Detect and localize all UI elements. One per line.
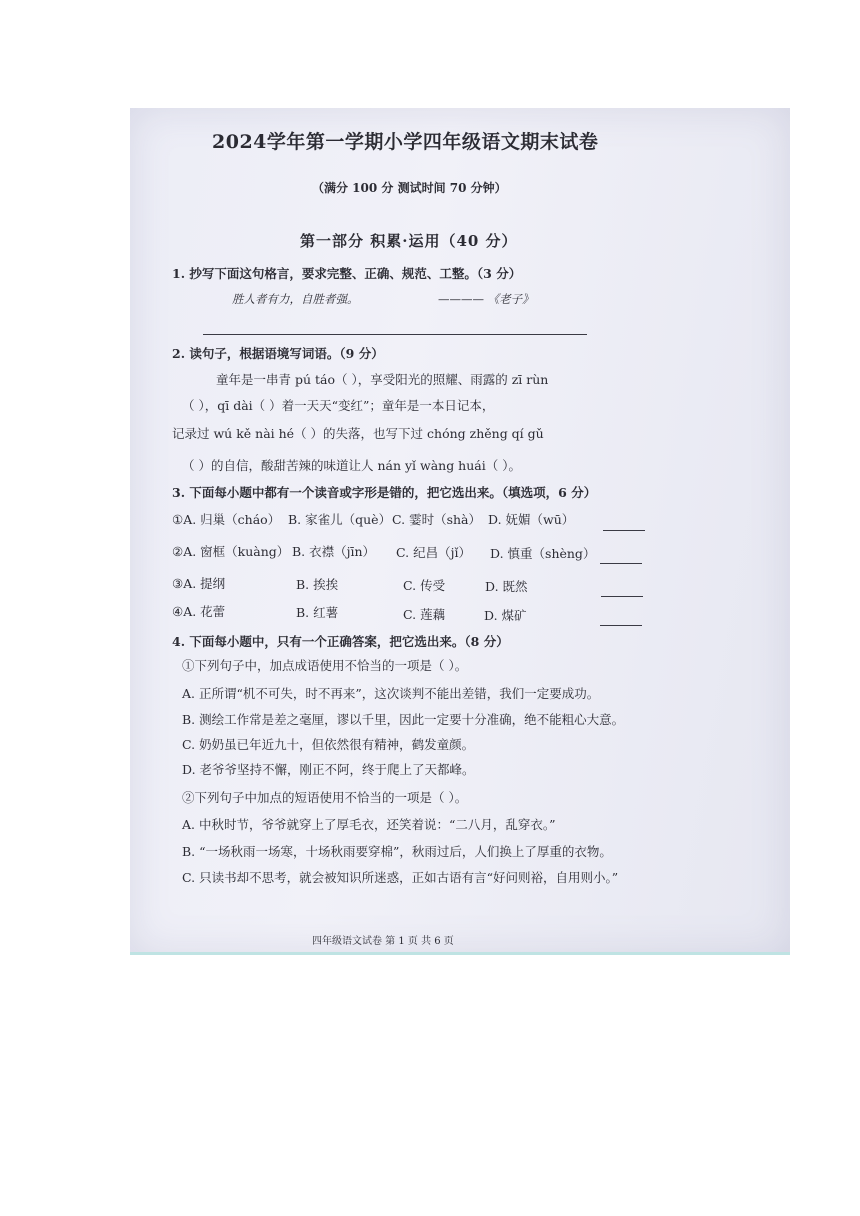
q3-row3-a: ③A. 提纲 xyxy=(172,576,226,591)
q4-sub2: ②下列句子中加点的短语使用不恰当的一项是（ ）。 xyxy=(182,790,468,805)
q2-line1: 童年是一串青 pú táo（ ），享受阳光的照耀、雨露的 zī rùn xyxy=(216,372,549,387)
q1-answer-line[interactable] xyxy=(203,334,587,335)
q4-prompt: 4. 下面每小题中，只有一个正确答案，把它选出来。（8 分） xyxy=(172,634,509,649)
q2-prompt: 2. 读句子，根据语境写词语。（9 分） xyxy=(172,346,384,361)
q4-opt2b: B. “一场秋雨一场寒，十场秋雨要穿棉”，秋雨过后，人们换上了厚重的衣物。 xyxy=(182,844,612,859)
q2-line2: （ ），qī dài（ ）着一天天“变红”；童年是一本日记本， xyxy=(182,398,495,413)
photo-edge xyxy=(130,952,790,955)
part1-heading: 第一部分 积累·运用（40 分） xyxy=(300,232,518,250)
q3-row2-b: B. 衣襟（jīn） xyxy=(292,544,376,559)
q3-row1-answer-blank[interactable] xyxy=(603,530,645,531)
q3-row2-d: D. 慎重（shèng） xyxy=(490,546,596,561)
q3-row4-b: B. 红薯 xyxy=(296,605,339,620)
q3-row1-a: ①A. 归巢（cháo） xyxy=(172,512,281,527)
q4-opt1b: B. 测绘工作常是差之毫厘，谬以千里，因此一定要十分准确，绝不能粗心大意。 xyxy=(182,712,625,727)
q3-row3-b: B. 挨挨 xyxy=(296,577,339,592)
q3-row4-c: C. 莲藕 xyxy=(403,607,446,622)
q3-row4-d: D. 煤矿 xyxy=(484,608,527,623)
q2-line3: 记录过 wú kě nài hé（ ）的失落，也写下过 chóng zhěng qí gǔ xyxy=(172,426,544,441)
q4-opt1c: C. 奶奶虽已年近九十，但依然很有精神，鹤发童颜。 xyxy=(182,737,475,752)
q2-line4: （ ）的自信，酸甜苦辣的味道让人 nán yǐ wàng huái（ ）。 xyxy=(182,458,521,473)
q3-row3-d: D. 既然 xyxy=(485,579,528,594)
q3-row2-answer-blank[interactable] xyxy=(600,563,642,564)
q3-row1-b: B. 家雀儿（què） xyxy=(288,512,392,527)
q1-prompt: 1. 抄写下面这句格言，要求完整、正确、规范、工整。（3 分） xyxy=(172,266,522,281)
q3-row1-d: D. 妩媚（wū） xyxy=(488,512,575,527)
q3-row1-c: C. 霎时（shà） xyxy=(392,512,481,527)
q3-row2-c: C. 纪昌（jǐ） xyxy=(396,545,471,560)
q3-row4-a: ④A. 花蕾 xyxy=(172,604,226,619)
page-footer: 四年级语文试卷 第 1 页 共 6 页 xyxy=(312,936,454,947)
q3-prompt: 3. 下面每小题中都有一个读音或字形是错的，把它选出来。（填选项，6 分） xyxy=(172,485,597,500)
q4-opt1d: D. 老爷爷坚持不懈，刚正不阿，终于爬上了天都峰。 xyxy=(182,762,475,777)
q4-opt2c: C. 只读书却不思考，就会被知识所迷惑，正如古语有言“好问则裕，自用则小。” xyxy=(182,870,619,885)
q4-opt2a: A. 中秋时节，爷爷就穿上了厚毛衣，还笑着说：“二八月，乱穿衣。” xyxy=(182,817,556,832)
exam-subtitle: （满分 100 分 测试时间 70 分钟） xyxy=(312,181,507,195)
q1-source: ———— 《老子》 xyxy=(438,292,534,306)
q3-row3-answer-blank[interactable] xyxy=(601,596,643,597)
q4-opt1a: A. 正所谓“机不可失，时不再来”，这次谈判不能出差错，我们一定要成功。 xyxy=(182,686,600,701)
q3-row4-answer-blank[interactable] xyxy=(600,625,642,626)
q3-row3-c: C. 传受 xyxy=(403,578,446,593)
q1-motto: 胜人者有力，自胜者强。 xyxy=(232,292,359,306)
exam-title: 2024学年第一学期小学四年级语文期末试卷 xyxy=(212,131,599,153)
q4-sub1: ①下列句子中，加点成语使用不恰当的一项是（ ）。 xyxy=(182,658,468,673)
q3-row2-a: ②A. 窗框（kuàng） xyxy=(172,544,290,559)
